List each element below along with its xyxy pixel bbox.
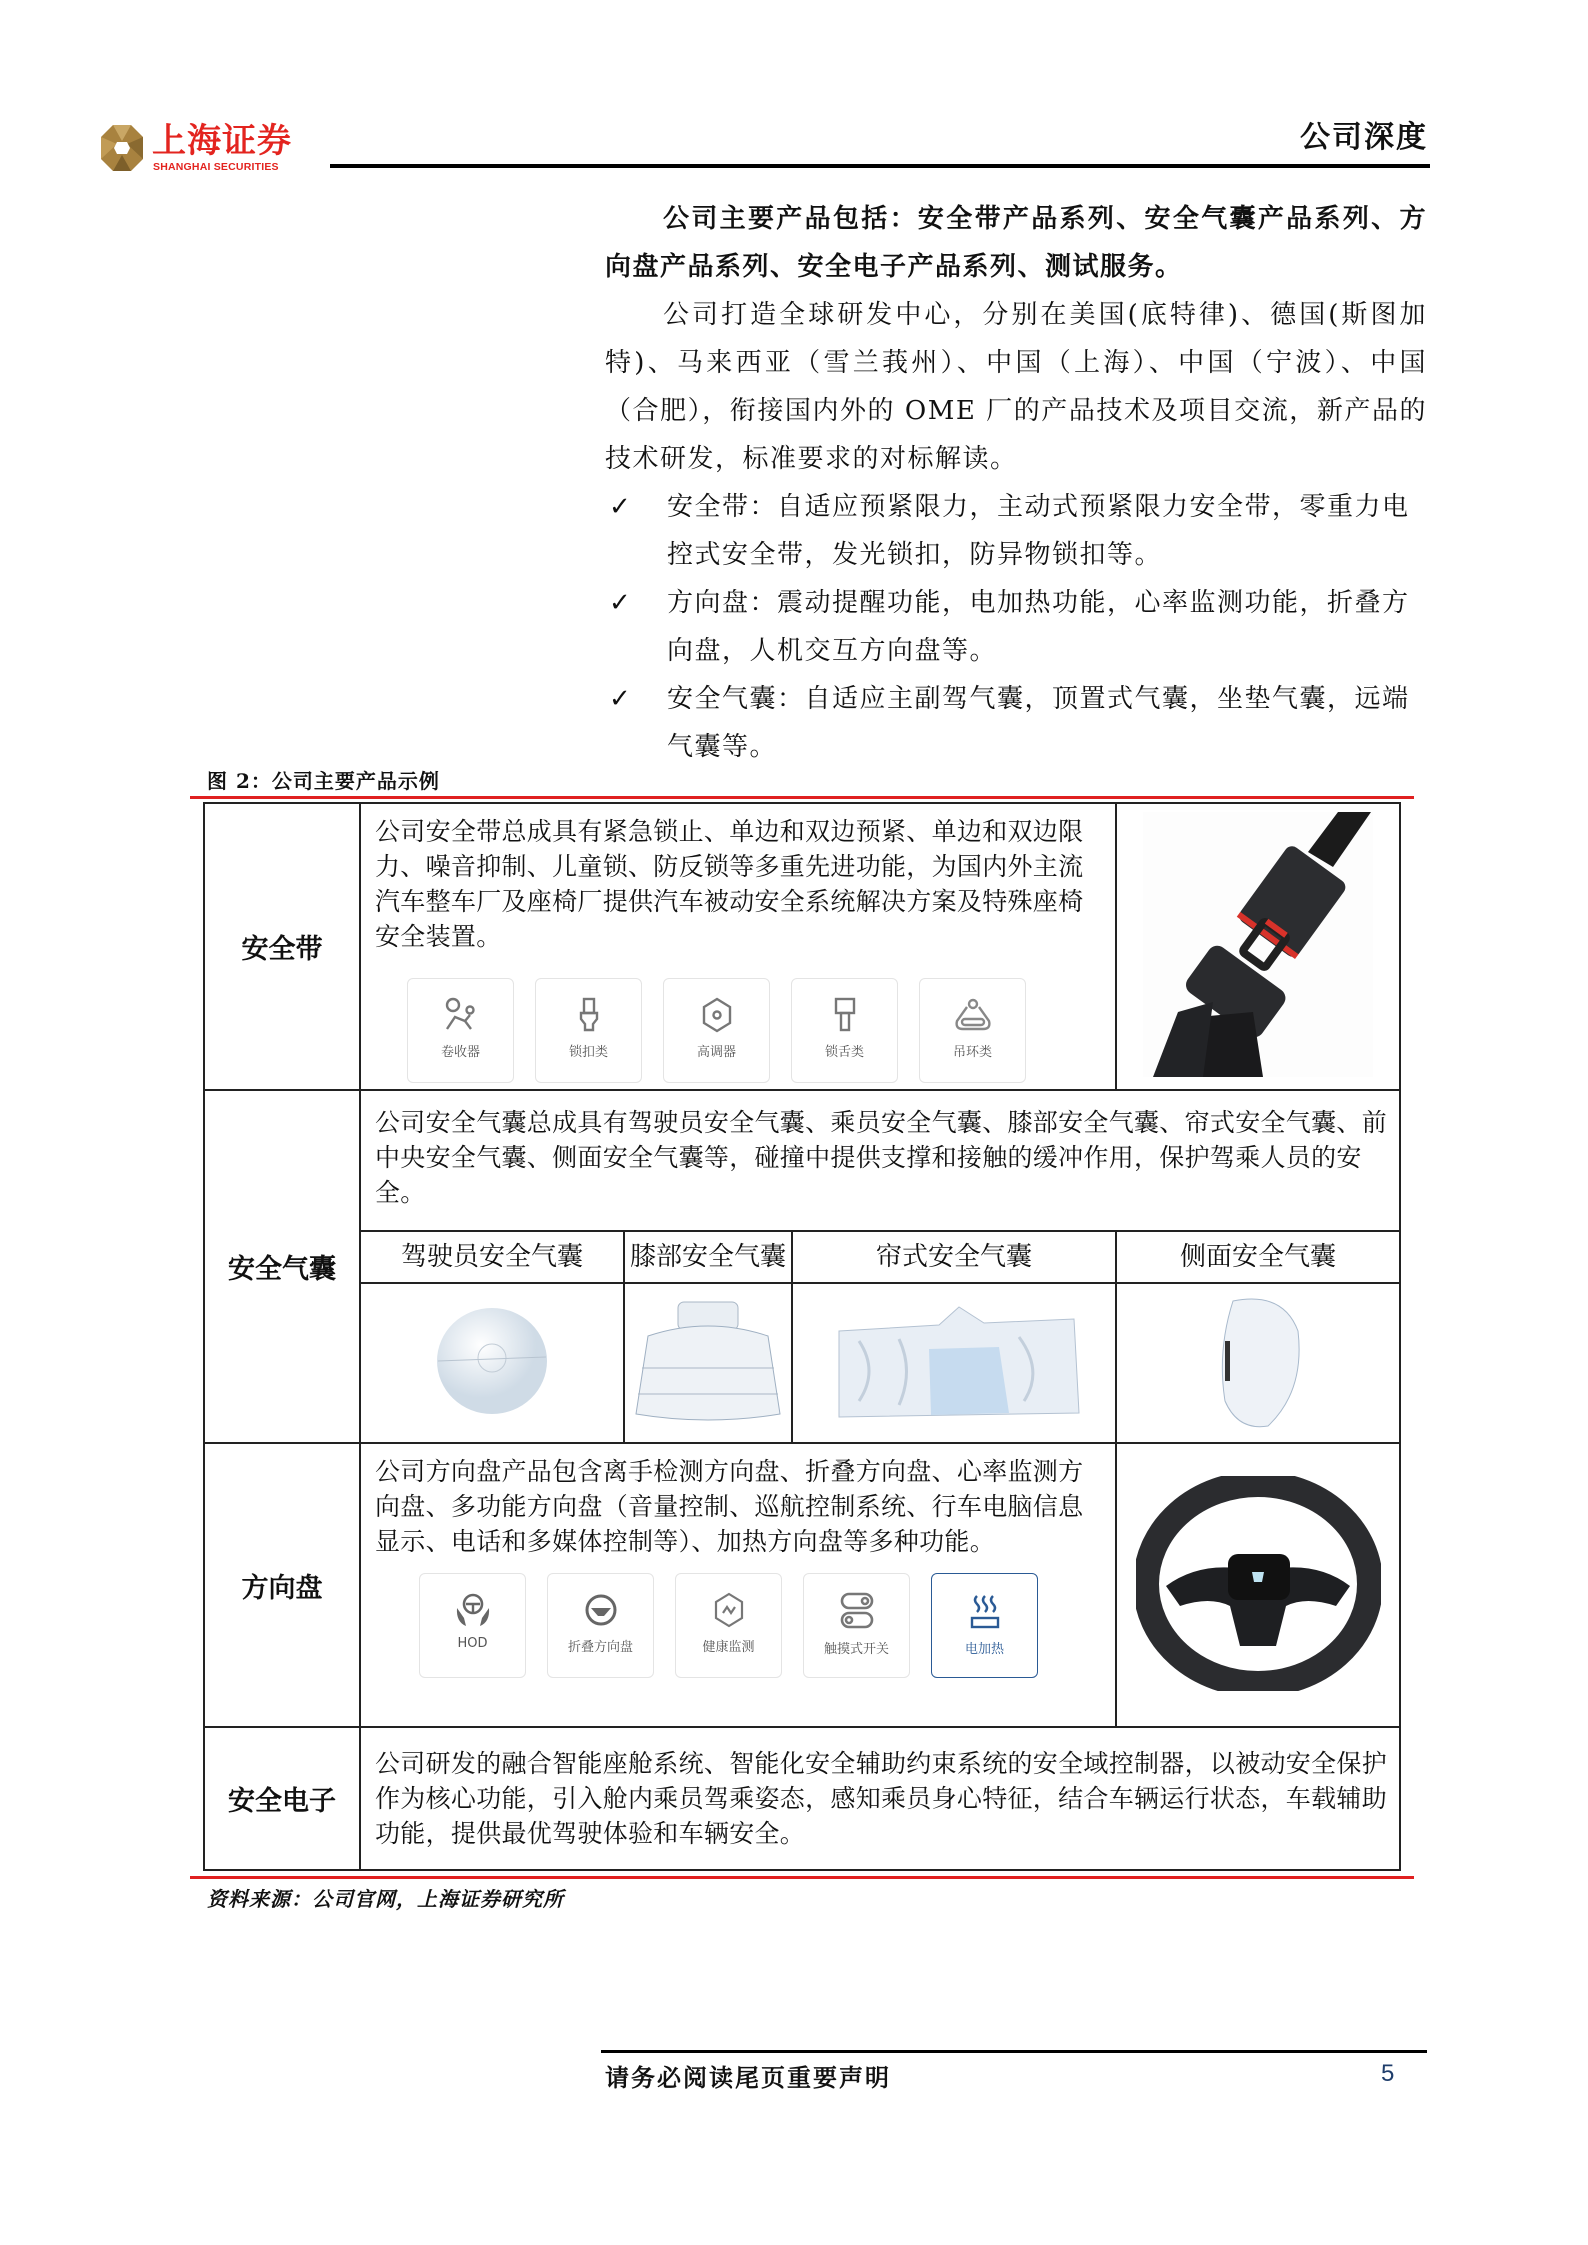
card-buckle[interactable]: 锁扣类 — [535, 978, 642, 1083]
knee-airbag-cell — [624, 1283, 792, 1443]
bullet-item-steering: ✓ 方向盘：震动提醒功能，电加热功能，心率监测功能，折叠方向盘，人机交互方向盘等。 — [605, 579, 1427, 675]
tongue-icon — [827, 997, 863, 1033]
seatbelt-buckle-photo — [1143, 812, 1373, 1077]
logo-octagon-icon — [100, 124, 144, 172]
folding-wheel-icon — [583, 1592, 619, 1628]
footer-rule — [601, 2050, 1427, 2053]
card-d-ring[interactable]: 吊环类 — [919, 978, 1026, 1083]
company-logo — [100, 122, 320, 178]
side-airbag-photo — [1213, 1291, 1303, 1431]
airbag-type-curtain: 帘式安全气囊 — [792, 1231, 1116, 1283]
steering-feature-cards — [361, 1573, 1115, 1678]
card-height-adjuster[interactable]: 高调器 — [663, 978, 770, 1083]
bullet-item-airbag: ✓ 安全气囊：自适应主副驾气囊，顶置式气囊，坐垫气囊，远端气囊等。 — [605, 675, 1427, 771]
curtain-airbag-photo — [819, 1301, 1089, 1421]
row-label: 安全电子 — [204, 1727, 360, 1870]
knee-airbag-photo — [628, 1296, 788, 1426]
driver-airbag-cell — [360, 1283, 624, 1443]
steering-wheel-photo — [1136, 1476, 1381, 1691]
seatbelt-category-cards — [361, 978, 1115, 1083]
row-label: 方向盘 — [204, 1443, 360, 1727]
retractor-icon — [443, 997, 479, 1033]
card-electric-heating[interactable]: 电加热 — [931, 1573, 1038, 1678]
card-touch-switch[interactable]: 触摸式开关 — [803, 1573, 910, 1678]
steering-image-cell — [1116, 1443, 1400, 1727]
table-row-seatbelt — [204, 803, 1400, 1090]
header-rule — [330, 164, 1430, 168]
height-adjuster-icon — [699, 997, 735, 1033]
row-description: 公司安全气囊总成具有驾驶员安全气囊、乘员安全气囊、膝部安全气囊、帘式安全气囊、前中央安全气囊、侧面安全气囊等，碰撞中提供支撑和接触的缓冲作用，保护驾乘人员的安全。 — [375, 1108, 1388, 1207]
checkmark-icon: ✓ — [609, 588, 633, 618]
table-row-steering-wheel — [204, 1443, 1400, 1727]
row-label: 安全气囊 — [204, 1090, 360, 1443]
product-table — [203, 802, 1401, 1871]
card-hod[interactable]: HOD — [419, 1573, 526, 1678]
d-ring-icon — [953, 997, 993, 1033]
airbag-desc-cell — [360, 1090, 1400, 1231]
rd-center-paragraph: 公司打造全球研发中心，分别在美国(底特律)、德国(斯图加特)、马来西亚（雪兰莪州）、中国（上海）、中国（宁波）、中国（合肥），衔接国内外的 OME 厂的产品技术及项目交流，新产品的技术研发，标准要求的对标解读。 — [605, 300, 1427, 474]
airbag-type-side: 侧面安全气囊 — [1116, 1231, 1400, 1283]
airbag-type-knee: 膝部安全气囊 — [624, 1231, 792, 1283]
card-folding-wheel[interactable]: 折叠方向盘 — [547, 1573, 654, 1678]
table-row-airbag — [204, 1090, 1400, 1231]
card-health-monitor[interactable]: 健康监测 — [675, 1573, 782, 1678]
hands-on-detection-icon — [454, 1592, 492, 1628]
steering-desc-cell — [360, 1443, 1116, 1727]
heating-icon — [967, 1592, 1003, 1630]
page-number: 5 — [1381, 2060, 1395, 2087]
seatbelt-desc-cell — [360, 803, 1116, 1090]
airbag-type-driver: 驾驶员安全气囊 — [360, 1231, 624, 1283]
source-note: 资料来源：公司官网，上海证券研究所 — [207, 1887, 564, 1911]
curtain-airbag-cell — [792, 1283, 1116, 1443]
electronics-desc-cell — [360, 1727, 1400, 1870]
figure-bottom-rule — [190, 1876, 1414, 1879]
health-monitor-icon — [711, 1592, 747, 1628]
figure-title: 图 2：公司主要产品示例 — [207, 769, 440, 793]
card-tongue[interactable]: 锁舌类 — [791, 978, 898, 1083]
table-row-safety-electronics — [204, 1727, 1400, 1870]
card-retractor[interactable]: 卷收器 — [407, 978, 514, 1083]
logo-chinese-name: 上海证券 — [152, 121, 292, 161]
checkmark-icon: ✓ — [609, 492, 633, 522]
row-description: 公司安全带总成具有紧急锁止、单边和双边预紧、单边和双边限力、噪音抑制、儿童锁、防反锁等多重先进功能，为国内外主流汽车整车厂及座椅厂提供汽车被动安全系统解决方案及特殊座椅安全装置。 — [375, 817, 1084, 951]
side-airbag-cell — [1116, 1283, 1400, 1443]
airbag-type-header-row — [204, 1231, 1400, 1283]
footer-disclaimer: 请务必阅读尾页重要声明 — [605, 2063, 891, 2092]
section-title: 公司深度 — [1300, 120, 1428, 155]
row-description: 公司研发的融合智能座舱系统、智能化安全辅助约束系统的安全域控制器，以被动安全保护作为核心功能，引入舱内乘员驾乘姿态，感知乘员身心特征，结合车辆运行状态，车载辅助功能，提供最优驾驶体验和车辆安全。 — [375, 1749, 1388, 1848]
bullet-item-seatbelt: ✓ 安全带：自适应预紧限力，主动式预紧限力安全带，零重力电控式安全带，发光锁扣，防异物锁扣等。 — [605, 483, 1427, 579]
buckle-icon — [571, 997, 607, 1033]
driver-airbag-photo — [432, 1301, 552, 1421]
row-description: 公司方向盘产品包含离手检测方向盘、折叠方向盘、心率监测方向盘、多功能方向盘（音量控制、巡航控制系统、行车电脑信息显示、电话和多媒体控制等）、加热方向盘等多种功能。 — [375, 1457, 1084, 1556]
toggle-switch-icon — [839, 1592, 875, 1630]
figure-top-rule — [190, 796, 1414, 799]
seatbelt-image-cell — [1116, 803, 1400, 1090]
row-label: 安全带 — [204, 803, 360, 1090]
intro-paragraph: 公司主要产品包括：安全带产品系列、安全气囊产品系列、方向盘产品系列、安全电子产品系列、测试服务。 — [605, 204, 1427, 282]
airbag-image-row — [204, 1283, 1400, 1443]
checkmark-icon: ✓ — [609, 684, 633, 714]
logo-english-name: SHANGHAI SECURITIES — [153, 161, 279, 173]
